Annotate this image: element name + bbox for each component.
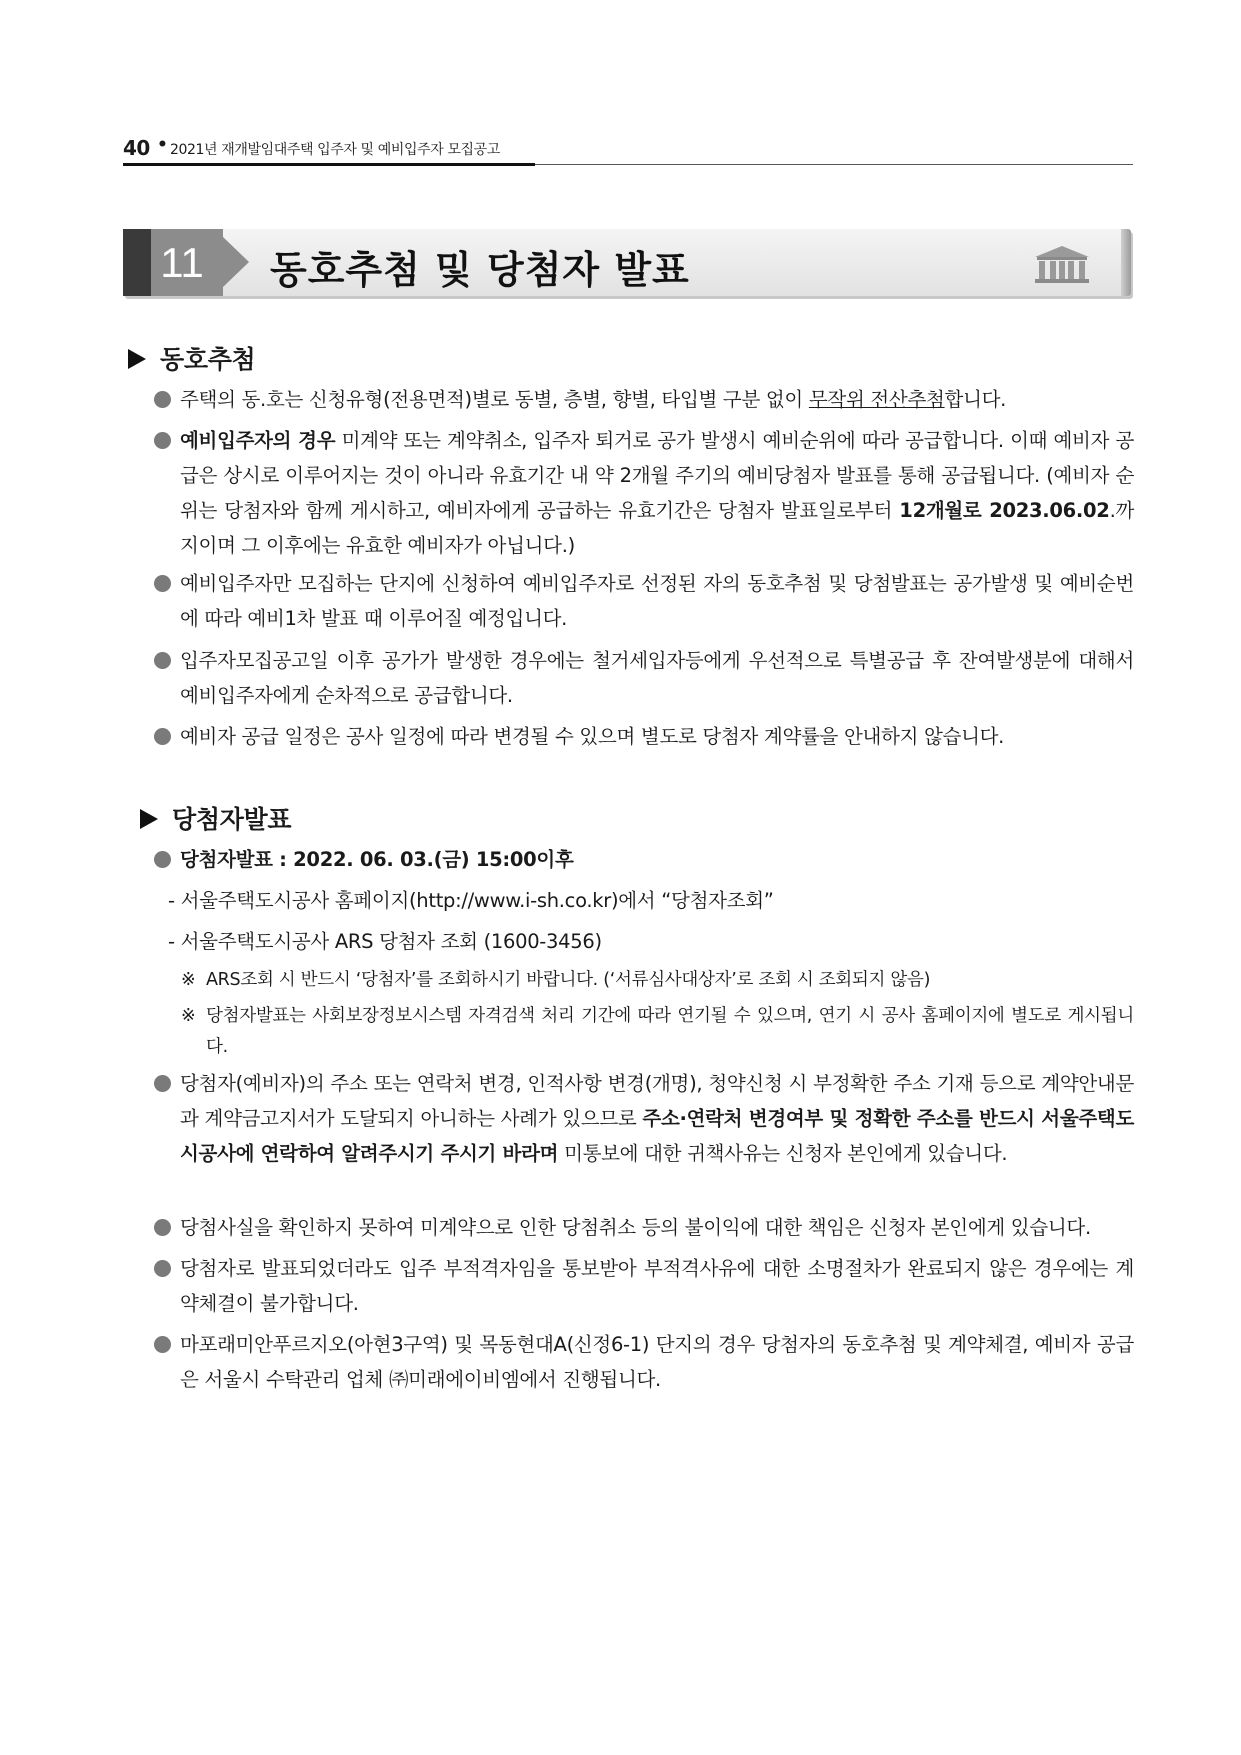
section-heading-text: 당첨자발표	[172, 805, 292, 834]
page-number: 40	[123, 136, 150, 160]
header-bullet: •	[157, 135, 168, 155]
sub-item-ars: - 서울주택도시공사 ARS 당첨자 조회 (1600-3456)	[168, 930, 602, 953]
reference-mark-icon: ※	[181, 1006, 196, 1026]
announcement-date: 당첨자발표 : 2022. 06. 03.(금) 15:00이후	[154, 842, 1134, 877]
circle-bullet-icon	[154, 1260, 171, 1277]
circle-bullet-icon	[154, 652, 171, 669]
underlined-text: 무작위 전산추첨	[808, 388, 945, 411]
list-item: 예비자 공급 일정은 공사 일정에 따라 변경될 수 있으며 별도로 당첨자 계약률을 안내하지 않습니다.	[154, 719, 1134, 754]
note-item: ※ ARS조회 시 반드시 ‘당첨자’를 조회하시기 바랍니다. (‘서류심사대상자’로 조회 시 조회되지 않음)	[181, 965, 1134, 996]
triangle-bullet-icon	[140, 809, 158, 829]
reference-mark-icon: ※	[181, 970, 196, 990]
page-header	[123, 134, 1133, 165]
section-heading-text: 동호추첨	[160, 345, 256, 374]
list-item: 입주자모집공고일 이후 공가가 발생한 경우에는 철거세입자등에게 우선적으로 특별공급 후 잔여발생분에 대해서 예비입주자에게 순차적으로 공급합니다.	[154, 643, 1134, 713]
document-title: 2021년 재개발임대주택 입주자 및 예비입주자 모집공고	[170, 142, 500, 158]
list-item: 당첨사실을 확인하지 못하여 미계약으로 인한 당첨취소 등의 불이익에 대한 책임은 신청자 본인에게 있습니다.	[154, 1210, 1134, 1245]
note-item: ※ 당첨자발표는 사회보장정보시스템 자격검색 처리 기간에 따라 연기될 수 있으며, 연기 시 공사 홈페이지에 별도로 게시됩니다.	[181, 1001, 1134, 1063]
section-heading-draw	[128, 340, 255, 376]
sub-item-homepage: - 서울주택도시공사 홈페이지(http://www.i-sh.co.kr)에서 “당첨자조회”	[168, 889, 774, 912]
circle-bullet-icon	[154, 575, 171, 592]
circle-bullet-icon	[154, 432, 171, 449]
section-heading-announcement	[140, 800, 291, 836]
banner-edge	[1121, 229, 1131, 296]
circle-bullet-icon	[154, 1075, 171, 1092]
circle-bullet-icon	[154, 1219, 171, 1236]
list-item: 당첨자로 발표되었더라도 입주 부적격자임을 통보받아 부적격사유에 대한 소명절차가 완료되지 않은 경우에는 계약체결이 불가합니다.	[154, 1251, 1134, 1321]
chapter-number: 11	[123, 229, 223, 296]
list-item: 주택의 동.호는 신청유형(전용면적)별로 동별, 층별, 향별, 타입별 구분 없이 무작위 전산추첨합니다.	[154, 382, 1134, 417]
chapter-banner	[123, 229, 1131, 296]
building-icon	[1031, 243, 1093, 285]
list-item: 예비입주자만 모집하는 단지에 신청하여 예비입주자로 선정된 자의 동호추첨 및 당첨발표는 공가발생 및 예비순번에 따라 예비1차 발표 때 이루어질 예정입니다.	[154, 566, 1134, 636]
circle-bullet-icon	[154, 1336, 171, 1353]
triangle-bullet-icon	[128, 349, 146, 369]
list-item: 당첨자(예비자)의 주소 또는 연락처 변경, 인적사항 변경(개명), 청약신청 시 부정확한 주소 기재 등으로 계약안내문과 계약금고지서가 도달되지 아니하는 사례가 있으므로 주소·연락처 변경여부 및 정확한 주소를 반드시 서울주택도시공사에 연락하여 알려주시기 주시기 바라며 미통보에 대한 귀책사유는 신청자 본인에게 있습니다.	[154, 1066, 1134, 1171]
chapter-title: 동호추첨 및 당첨자 발표	[270, 248, 690, 292]
circle-bullet-icon	[154, 851, 171, 868]
circle-bullet-icon	[154, 728, 171, 745]
list-item: 마포래미안푸르지오(아현3구역) 및 목동현대A(신정6-1) 단지의 경우 당첨자의 동호추첨 및 계약체결, 예비자 공급은 서울시 수탁관리 업체 ㈜미래에이비엠에서 진행됩니다.	[154, 1327, 1134, 1397]
header-underline	[123, 163, 535, 166]
list-item: 예비입주자의 경우 미계약 또는 계약취소, 입주자 퇴거로 공가 발생시 예비순위에 따라 공급합니다. 이때 예비자 공급은 상시로 이루어지는 것이 아니라 유효기간 내 약 2개월 주기의 예비당첨자 발표를 통해 공급됩니다. (예비자 순위는 당첨자와 함께 게시하고, 예비자에게 공급하는 유효기간은 당첨자 발표일로부터 12개월로 2023.06.02.까지이며 그 이후에는 유효한 예비자가 아닙니다.)	[154, 423, 1134, 563]
circle-bullet-icon	[154, 391, 171, 408]
chapter-arrow-icon	[223, 237, 249, 287]
